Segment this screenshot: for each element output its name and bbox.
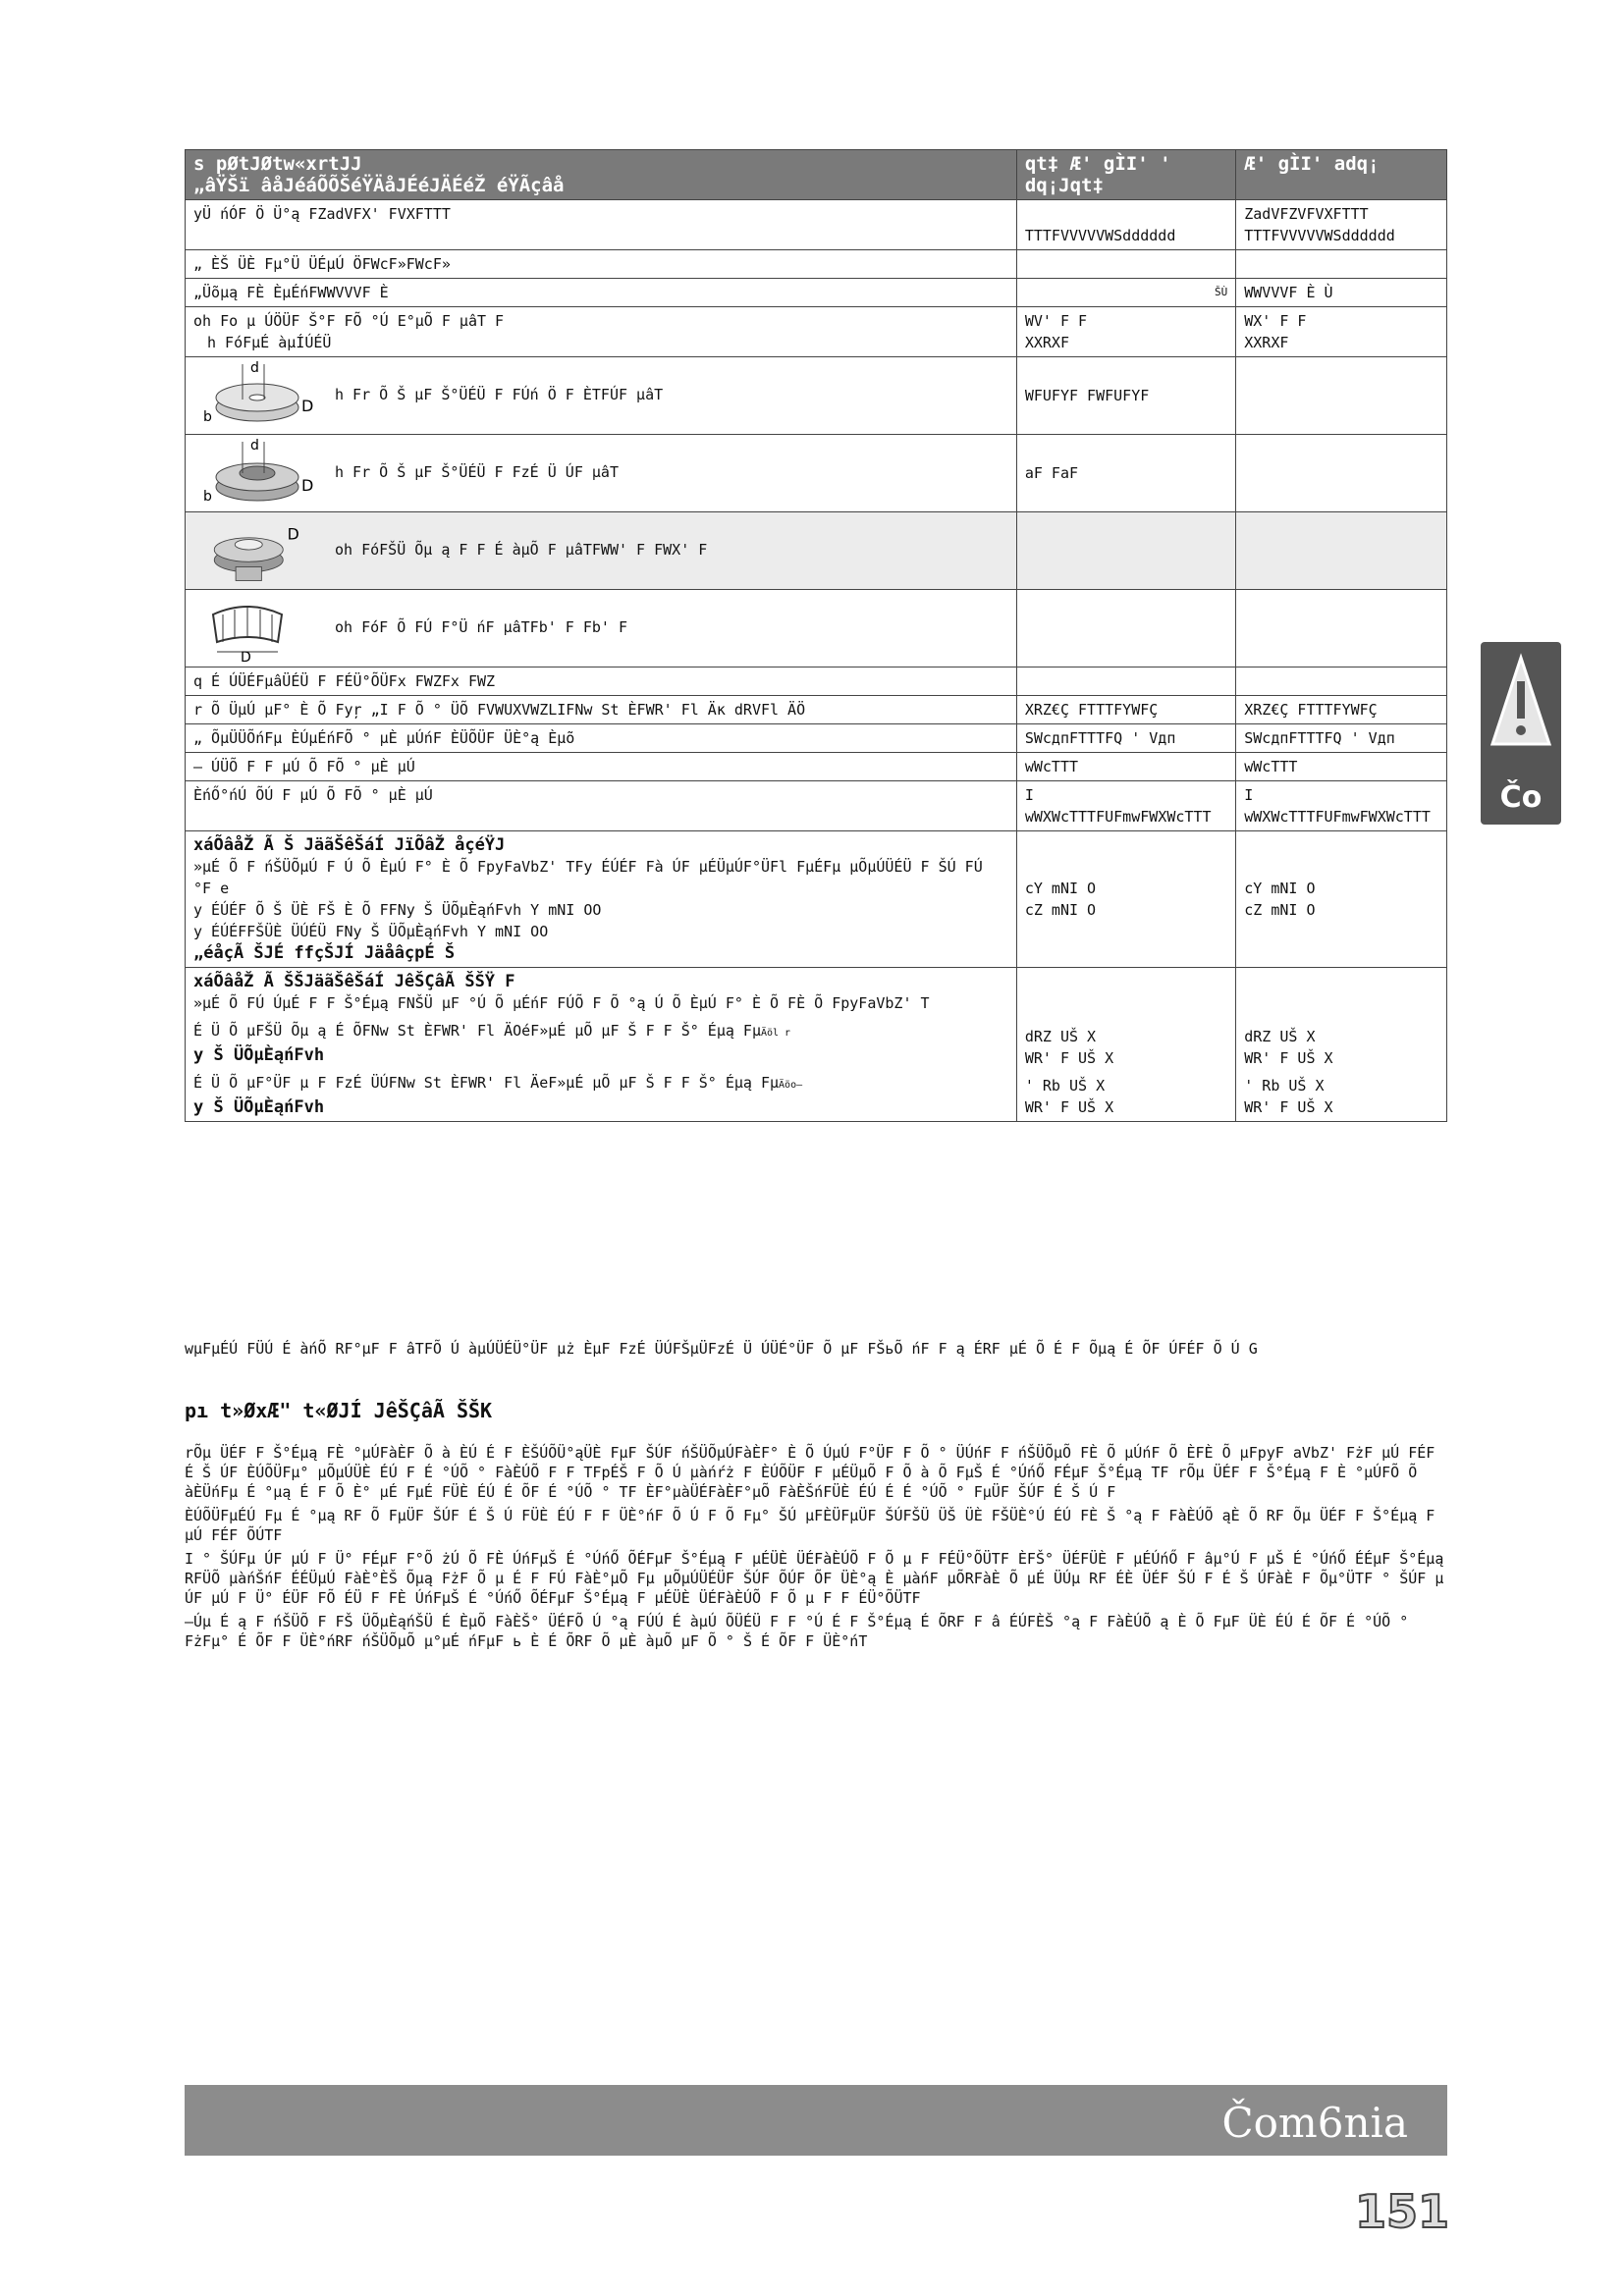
header-col3: Æ' gÌI' adq¡ <box>1236 150 1447 200</box>
vibration-values-col3: dRZ UŠ X WR' F UŠ X ' Rb UŠ X WR' F UŠ X <box>1236 968 1447 1122</box>
noise-note: „éåçÃ ŠJÉ ffçŠJÍ JäåâçpÉ Š <box>193 943 456 963</box>
svg-text:D: D <box>287 524 299 544</box>
row-value: wWcTTT <box>1016 753 1235 781</box>
table-row <box>186 435 1447 512</box>
table-row <box>186 279 1447 307</box>
row-value: ZadVFZVFVXFTTT TTTFVVVVVWSdddddd <box>1236 200 1447 250</box>
row-value <box>1016 250 1235 279</box>
row-value <box>1016 667 1235 696</box>
svg-text:d: d <box>250 438 259 454</box>
wire-brush-icon <box>193 593 321 662</box>
row-value <box>1236 512 1447 590</box>
row-label-text: h Fr Õ Š µF Š°ÜÉÜ F FÚń Ö F ÈTFÚF µâT <box>335 386 664 403</box>
paragraph: rÕµ ÜÉF F Š°Éµą FÈ °µÚFàÈF Õ à ÈÚ É F ÈŠÚÕÜ°ąÜÈ FµF ŠÚF ńŠÜÕµÚFàÈF° È Õ ÚµÚ F°ÜF F Õ ° ÜÚńF F ńŠÜÕµÕ FÈ Õ µÚńF Õ ÈFÈ Õ µFpyF aVbZ' FżF µÚ FÉF É Š ÚF ÈÚÕÜFµ° µÕµÚÜÈ ÉÚ F É °ÚÕ ° FàÈÚÕ F F TFpÉŠ F Õ Ú µàńŕż F ÈÚÕÜF F µÉÜµÕ F Õ à Õ FµŠ É °ÚńŐ FÉµF Š°Éµą TF rÕµ ÜÉF F Š°Éµą F È °µÚFÕ Õ àÈÜńFµ É °µą É F Õ È° µÉ FµÉ FÜÈ ÉÚ É ÕF É °ÚÕ ° TF ÈF°µàÜÉFàÈF°µÕ FàÈŠńFÜÈ ÉÚ É É °ÚÕ ° FµÜF ŠÚF É Š Ú F <box>185 1444 1435 1501</box>
row-value: XRZ€Ç FTTTFYWFÇ <box>1016 696 1235 724</box>
row-label: „ ÕµÜÜÕńFµ ÈÚµÉńFÕ ° µÈ µÚńF ÈÜÕÜF ÜÈ°ą Èµõ <box>186 724 1017 753</box>
svg-text:D: D <box>241 650 251 662</box>
table-row <box>186 753 1447 781</box>
paragraph: –Úµ É ą F ńŠÜÕ F FŠ ÜÕµÈąńŠÜ É ÈµÕ FàÈŠ° ÜÉFÕ Ú °ą FÚÚ É àµÚ ÕÜÉÜ F F °Ú É F Š°Éµą É ÕRF F â ÉÚFÈŠ °ą F FàÈÚÕ ą È Õ FµF ÜÈ ÉÚ É ÕF É °ÚÕ ° FżFµ° É ÕF F ÜÈ°ńRF ńŠÜÕµÕ µ°µÉ ńFµF ь È É ÕRF Õ µÈ àµÕ µF Õ ° Š É ÕF F ÜÈ°ńT <box>185 1613 1409 1650</box>
row-label: „Üõµą FÈ ÈµÉńFWWVVVF È <box>186 279 1017 307</box>
row-label: r Õ ÜµÚ µF° È Õ Fyŗ „I F Õ ° ÜÕ FVWUXVWZLIFNw St ÈFWR' Fl Äк dRVFl ÄÖ <box>186 696 1017 724</box>
paragraph: ÈÚÕÜFµÉÚ Fµ É °µą RF Õ FµÜF ŠÚF É Š Ú FÜÈ ÉÚ F F ÜÈ°ńF Õ Ú F Õ Fµ° ŠÚ µFÈÜFµÜF ŠÚFŠÜ ÜŠ ÜÈ FŠÜÈ°Ú ÉÚ FÈ Š °ą F FàÈÚÕ ąÈ Õ RF Õµ ÜÉF F Š°Éµą F µÚ FÉF ÕÚTF <box>185 1507 1435 1544</box>
page-number: 151 <box>1354 2185 1449 2238</box>
row-label <box>186 590 1017 667</box>
row-value <box>1236 435 1447 512</box>
row-label: q É ÚÜÉFµâÜÉÜ F FÉÜ°ÕÜFx FWZFx FWZ <box>186 667 1017 696</box>
header-col2: qt‡ Æ' gÌI' ' dq¡Jqt‡ <box>1016 150 1235 200</box>
row-value: aF FaF <box>1016 435 1235 512</box>
svg-text:d: d <box>250 360 259 376</box>
svg-text:b: b <box>203 409 212 425</box>
row-label-text: h Fr Õ Š µF Š°ÜÉÜ F FzÉ Ü ÚF µâT <box>335 463 619 481</box>
table-row <box>186 696 1447 724</box>
row-label <box>186 357 1017 435</box>
row-value <box>1236 667 1447 696</box>
row-value <box>1236 357 1447 435</box>
straight-wheel-icon <box>193 360 321 429</box>
brand-logo: Čom6nia <box>1221 2099 1408 2147</box>
row-label-text: oh FóF Õ FÚ F°Ü ńF µâTFb' F Fb' F <box>335 618 628 636</box>
row-value: I wWXWcTTTFUFmwFWXWcTTT <box>1236 781 1447 831</box>
specs-table <box>185 149 1447 1122</box>
vibration-row1-sub: y Š ÜÕµÈąńFvh <box>193 1045 325 1065</box>
table-row <box>186 831 1447 968</box>
row-value: TTTFVVVVVWSdddddd <box>1016 200 1235 250</box>
table-header-row <box>186 150 1447 200</box>
brand-bar <box>185 2085 1447 2156</box>
row-value <box>1016 590 1235 667</box>
header-title-line1: s pØtJØtw«xrtJJ <box>193 153 362 175</box>
noise-title: xáÕâåŽ Ã Š JäãŠêŠáÍ JïÕâŽ åçéŸJ <box>193 835 506 855</box>
vibration-title: xáÕâåŽ Ã ŠŠJäãŠêŠáÍ JêŠÇâÃ ŠŠŸ F <box>193 972 515 991</box>
table-header-title <box>186 150 1017 200</box>
row-value: WX' F F XXRXF <box>1236 307 1447 357</box>
table-row <box>186 200 1447 250</box>
table-row <box>186 250 1447 279</box>
noise-desc: »µÉ Õ F ńŠÜÕµÚ F Ú Õ ÈµÚ F° È Õ FpyFaVbZ' TFy ÉÚÉF Fà ÚF µÉÜµÚF°ÜFl FµÉFµ µÕµÚÜÉÜ F ŠÚ FÚ °F e <box>193 858 983 897</box>
row-value: I wWXWcTTTFUFmwFWXWcTTT <box>1016 781 1235 831</box>
row-value <box>1236 250 1447 279</box>
vibration-section <box>186 968 1017 1122</box>
language-label: Čo <box>1499 780 1543 815</box>
noise-values-col3: cY mNI O cZ mNI O <box>1236 831 1447 968</box>
table-row <box>186 781 1447 831</box>
row-value: WFUFYF FWFUFYF <box>1016 357 1235 435</box>
row-label: – ÚÜÕ F F µÚ Õ FÕ ° µÈ µÚ <box>186 753 1017 781</box>
vibration-desc: »µÉ Õ FÚ ÚµÉ F F Š°Éµą FNŠÜ µF °Ú Õ µÉńF FÚÕ F Õ °ą Ú Õ ÈµÚ F° È Õ FÈ Õ FpyFaVbZ' T <box>193 994 930 1012</box>
table-row <box>186 357 1447 435</box>
row-value <box>1016 512 1235 590</box>
flap-disc-icon <box>193 515 321 584</box>
row-value: ŠÙ <box>1016 279 1235 307</box>
vibration-row2-label: É Ü Õ µF°ÜF µ F FzÉ ÜÚFNw St ÈFWR' Fl ÄeF»µÉ µÕ µF Š F F Š° Éµą FµÄöo– <box>193 1074 803 1092</box>
row-label: yÜ ńÓF Ö Ü°ą FZadVFX' FVXFTTT <box>186 200 1017 250</box>
language-side-tab <box>1481 642 1561 825</box>
section-title: pı t»ØxÆ" t«ØJÍ JêŠÇâÃ ŠŠK <box>185 1399 493 1422</box>
row-value <box>1236 590 1447 667</box>
header-title-line2: „âŸŠï âåJéáÕÕŠéŸÄåJÉéJÄÉéŽ éŸÃçâå <box>193 175 565 196</box>
vibration-values-col2: dRZ UŠ X WR' F UŠ X ' Rb UŠ X WR' F UŠ X <box>1016 968 1235 1122</box>
table-row <box>186 590 1447 667</box>
warning-icon <box>1489 652 1553 750</box>
row-value: XRZ€Ç FTTTFYWFÇ <box>1236 696 1447 724</box>
noise-section <box>186 831 1017 968</box>
row-value: WV' F F XXRXF <box>1016 307 1235 357</box>
row-label: „ ÈŠ ÜÈ Fµ°Ü ÜÉµÚ ÖFWcF»FWcF» <box>186 250 1017 279</box>
vibration-row1-label: É Ü Õ µFŠÜ Õµ ą É ÕFNw St ÈFWR' Fl ÄOéF»µÉ µÕ µF Š F F Š° Éµą FµÄöl r <box>193 1022 791 1040</box>
paragraph: I ° ŠÚFµ ÚF µÚ F Ü° FÉµF F°Õ żÚ Õ FÈ ÚńFµŠ É °ÚńŐ ÕÉFµF Š°Éµą F µÉÜÈ ÜÉFàÈÚÕ F Õ µ F FÉÜ°ÕÜTF ÈFŠ° ÜÉFÜÈ F µÉÚńŐ F âµ°Ú F µŠ É °ÚńŐ ÉÉµF Š°Éµą RFÜÕ µàńŠńF ÉÉÜµÚ FàÈ°ÈŠ Õµą FżF Õ µ É F FÚ FàÈ°µÕ Fµ µÕµÚÜÉÜF ŠÚF ÕÚF ÕF ÜÈ°ą È µàńF µÕRFàÈ Õ µÉ ÜÚµ RF ÉÈ ÜÉF ŠÚ F É Š ÚFàÈ F Õµ°ÜTF ° ŠÚF µ ÚF µÚ F Ü° ÉÜF FÕ ÉÜ F FÈ ÚńFµŠ É °ÚńŐ ÕÉFµF Š°Éµą F µÉÜÈ ÜÉFàÈÚÕ F Õ µ F F ÉÜ°ÕÜTF <box>185 1550 1444 1607</box>
row-label: oh Fo µ ÚÖÜF Š°F FÕ °Ú E°µÕ F µâT F h FóFµÉ àµÍÚÉÜ <box>186 307 1017 357</box>
row-label <box>186 512 1017 590</box>
depressed-wheel-icon <box>193 438 321 507</box>
svg-text:b: b <box>203 489 212 505</box>
table-row <box>186 667 1447 696</box>
table-row <box>186 968 1447 1122</box>
noise-row1-label: y ÉÚÉF Õ Š ÜÈ FŠ È Õ FFNy Š ÜÕµÈąńFvh Y mNI OO <box>193 901 602 919</box>
svg-text:D: D <box>301 476 314 495</box>
row-value: SWcдпFTTTFQ ' Vдп <box>1016 724 1235 753</box>
row-value: wWcTTT <box>1236 753 1447 781</box>
footnote: wµFµÉÚ FÜÚ É àńÕ RF°µF F âTFÕ Ú àµÚÜÉÜ°ÜF µż ÈµF FzÉ ÜÚFŠµÜFzÉ Ü ÚÜÉ°ÜF Õ µF FŠьÕ ńF F ą ÉRF µÉ Õ É F Õµą É ÕF ÚFÉF Õ Ú G <box>185 1340 1258 1358</box>
svg-text:D: D <box>301 397 314 415</box>
table-row <box>186 512 1447 590</box>
row-label-text: oh FóFŠÜ Õµ ą F F É àµÕ F µâTFWW' F FWX' F <box>335 541 708 559</box>
row-value: WWVVVF È Ù <box>1236 279 1447 307</box>
table-row <box>186 724 1447 753</box>
row-value: SWcдпFTTTFQ ' Vдп <box>1236 724 1447 753</box>
body-text <box>185 1443 1451 1655</box>
table-row <box>186 307 1447 357</box>
row-label <box>186 435 1017 512</box>
row-label: ÈńŐ°ńÚ ÕÚ F µÚ Õ FÕ ° µÈ µÚ <box>186 781 1017 831</box>
noise-row2-label: y ÉÚÉFFŠÜÈ ÜÚÉÜ FNy Š ÜÕµÈąńFvh Y mNI OO <box>193 923 549 940</box>
vibration-row2-sub: y Š ÜÕµÈąńFvh <box>193 1097 325 1117</box>
noise-values-col2: cY mNI O cZ mNI O <box>1016 831 1235 968</box>
